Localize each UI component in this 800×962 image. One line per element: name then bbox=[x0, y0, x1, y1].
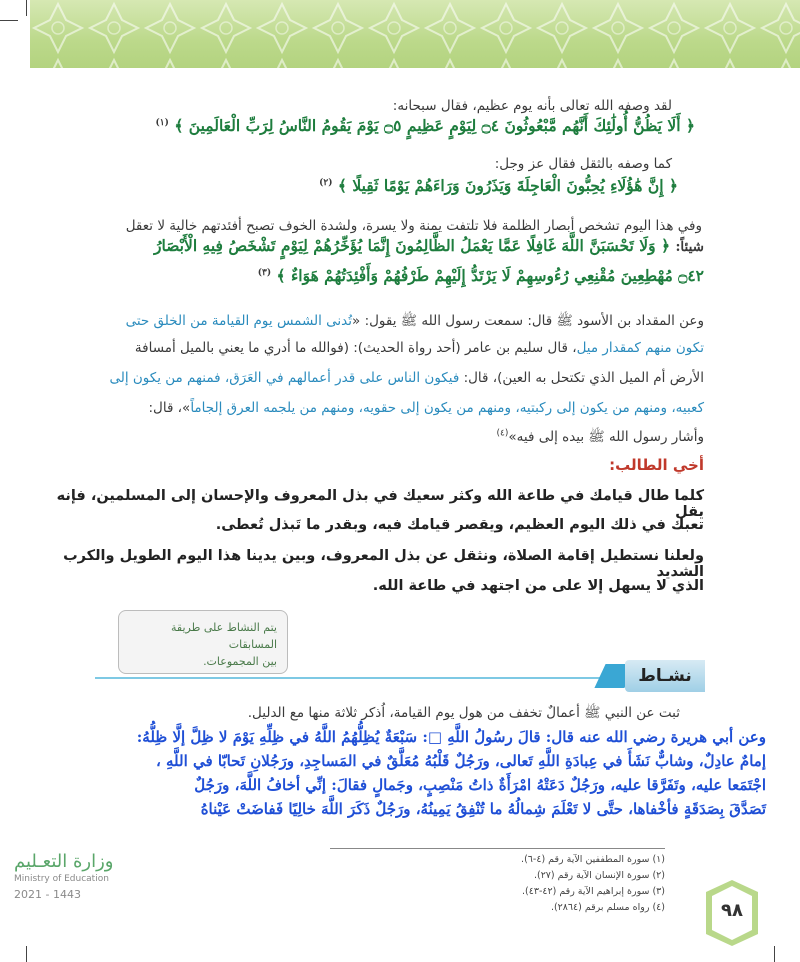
verse-prefix: شيئاً: bbox=[675, 239, 704, 255]
logo-year: 2021 - 1443 bbox=[14, 888, 81, 901]
footnote-ref: (٢) bbox=[319, 177, 333, 188]
crop-mark bbox=[26, 0, 27, 16]
footnotes bbox=[335, 852, 665, 916]
footnote: (٣) سورة إبراهيم الآية رقم (٤٢-٤٣). bbox=[522, 886, 665, 897]
hadith-line bbox=[44, 428, 704, 448]
verse-text: ۝٤٢ مُهْطِعِينَ مُقْنِعِي رُءُوسِهِمْ لَا يَرْتَدُّ إِلَيْهِمْ طَرْفُهُمْ وَأَفْئِدَتُهُمْ هَوَاءٌ ﴾ bbox=[276, 266, 704, 285]
hadith-text: وعن المقداد بن الأسود ﷺ قال: سمعت رسول الله ﷺ يقول: « bbox=[352, 313, 704, 329]
hadith-line bbox=[44, 370, 704, 386]
footnote-ref: (١) bbox=[155, 117, 169, 128]
activity-instruction: ثبت عن النبي ﷺ أعمالٌ تخفف من هول يوم القيامة، اُذكر ثلاثة منها مع الدليل. bbox=[247, 705, 680, 721]
hadith-text: ، قال سليم بن عامر (أحد رواة الحديث): (فوالله ما أدري ما يعني بالميل أمسافة bbox=[134, 340, 577, 356]
activity-badge bbox=[600, 660, 705, 692]
decorative-banner bbox=[30, 0, 800, 68]
footnote: (١) سورة المطففين الآية رقم (٤-٦). bbox=[521, 854, 665, 865]
quran-verse bbox=[44, 236, 704, 255]
hadith-text: الأرض أم الميل الذي تكتحل به العين)، قال: bbox=[463, 370, 704, 386]
answer-line: وعن أبي هريرة رضي الله عنه قال: قالَ رسُولُ اللَّهِ □: سَبْعَةٌ يُظِلُّهُمُ اللَّهُ في ظِلِّهِ يَوْمَ لا ظِلَّ إلَّا ظِلُّهُ: bbox=[136, 728, 766, 746]
hadith-text: »، قال: bbox=[148, 400, 191, 416]
note-line: بين المجموعات. bbox=[203, 655, 277, 668]
hadith-quote: فيكون الناس على قدر أعمالهم في العَرَق، فمنهم من يكون إلى bbox=[109, 370, 460, 386]
page-number-badge bbox=[702, 878, 762, 948]
footnote-ref: (٤) bbox=[496, 428, 509, 439]
footnote: (٢) سورة الإنسان الآية رقم (٢٧). bbox=[533, 870, 665, 881]
quran-verse bbox=[118, 176, 678, 195]
crop-mark bbox=[774, 946, 775, 962]
paragraph-line: تعبك في ذلك اليوم العظيم، ويقصر قيامك فيه، وبقدر ما تَبذل تُعطى. bbox=[215, 517, 704, 533]
verse-text: ﴿ إِنَّ هَٰؤُلَاءِ يُحِبُّونَ الْعَاجِلَةَ وَيَذَرُونَ وَرَاءَهُمْ يَوْمًا ثَقِيلًا ﴾ bbox=[337, 176, 678, 195]
activity-divider bbox=[95, 677, 685, 679]
note-line: يتم النشاط على طريقة المسابقات bbox=[171, 621, 277, 651]
activity-label: نشـاط bbox=[625, 660, 705, 692]
footnote-divider bbox=[330, 848, 665, 849]
footnote: (٤) رواه مسلم برقم (٢٨٦٤). bbox=[550, 902, 665, 913]
intro-line: كما وصفه بالثقل فقال عز وجل: bbox=[494, 156, 672, 172]
hadith-line bbox=[44, 310, 704, 332]
ministry-logo bbox=[14, 851, 113, 901]
quran-verse bbox=[44, 266, 704, 285]
page-number: ٩٨ bbox=[721, 900, 743, 921]
answer-line: تَصَدَّقَ بِصَدَقَةٍ فأخْفاها، حتَّى لا تَعْلَمَ شِمالُهُ ما تُنْفِقُ يَمِينُهُ، ورَجُلٌ ذَكَرَ اللَّهَ خالِيًا فَفاضَتْ عَيْناهُ bbox=[200, 800, 766, 818]
quran-verse bbox=[75, 116, 695, 135]
logo-arabic: وزارة التعـليم bbox=[14, 851, 114, 872]
student-heading: أخي الطالب: bbox=[609, 456, 704, 474]
intro-line: وفي هذا اليوم تشخص أبصار الظلمة فلا تلتفت يمنة ولا يسرة، ولشدة الخوف تصبح أفئدتهم خالية لا تعقل bbox=[125, 218, 702, 234]
crop-mark bbox=[26, 946, 27, 962]
paragraph-line: ولعلنا نستطيل إقامة الصلاة، ونثقل عن بذل المعروف، وبين يدينا هذا اليوم الطويل والكرب الشديد bbox=[63, 548, 704, 580]
intro-line: لقد وصفه الله تعالى بأنه يوم عظيم، فقال سبحانه: bbox=[392, 98, 672, 114]
hadith-line bbox=[44, 400, 704, 416]
paragraph-line: كلما طال قيامك في طاعة الله وكثر سعيك في بذل المعروف والإحسان إلى المسلمين، فإنه يقل bbox=[56, 488, 704, 520]
hadith-quote: كعبيه، ومنهم من يكون إلى ركبتيه، ومنهم من يكون إلى حقويه، ومنهم من يلجمه العرق إلجاماً bbox=[190, 400, 704, 416]
hadith-quote: تكون منهم كمقدار ميل bbox=[576, 340, 704, 356]
footnote-ref: (٣) bbox=[257, 267, 272, 278]
crop-mark bbox=[0, 20, 18, 21]
activity-note bbox=[118, 610, 288, 674]
logo-english: Ministry of Education bbox=[14, 874, 109, 884]
pattern-icon bbox=[30, 0, 800, 68]
answer-line: اجْتَمَعا عليه، وتَفَرَّقا عليه، ورَجُلٌ دَعَتْهُ امْرَأَةٌ ذاتُ مَنْصِبٍ، وجَمالٍ فقالَ: إنِّي أخافُ اللَّهَ، ورَجُلٌ bbox=[194, 776, 766, 794]
paragraph-line: الذي لا يسهل إلا على من اجتهد في طاعة الله. bbox=[372, 578, 704, 594]
hadith-line bbox=[44, 340, 704, 356]
hadith-quote: تُدنى الشمس يوم القيامة من الخلق حتى bbox=[125, 313, 353, 329]
verse-text: ﴿ وَلَا تَحْسَبَنَّ اللَّهَ غَافِلًا عَمَّا يَعْمَلُ الظَّالِمُونَ إِنَّمَا يُؤَخِّرُهُمْ لِيَوْمٍ تَشْخَصُ فِيهِ الْأَبْصَارُ bbox=[154, 236, 671, 255]
answer-line: إمامٌ عادِلٌ، وشابٌّ نَشَأَ في عِبادَةِ اللَّهِ تَعالى، ورَجُلٌ قَلْبُهُ مُعَلَّقٌ في المَساجِدِ، ورَجُلانِ تَحابّا في اللَّهِ ، bbox=[155, 752, 766, 770]
hadith-text: وأشار رسول الله ﷺ بيده إلى فيه» bbox=[508, 429, 704, 445]
verse-text: ﴿ أَلَا يَظُنُّ أُولَٰئِكَ أَنَّهُم مَّبْعُوثُونَ ۝٤ لِيَوْمٍ عَظِيمٍ ۝٥ يَوْمَ يَقُومُ النَّاسُ لِرَبِّ الْعَالَمِينَ ﴾ bbox=[174, 116, 695, 135]
